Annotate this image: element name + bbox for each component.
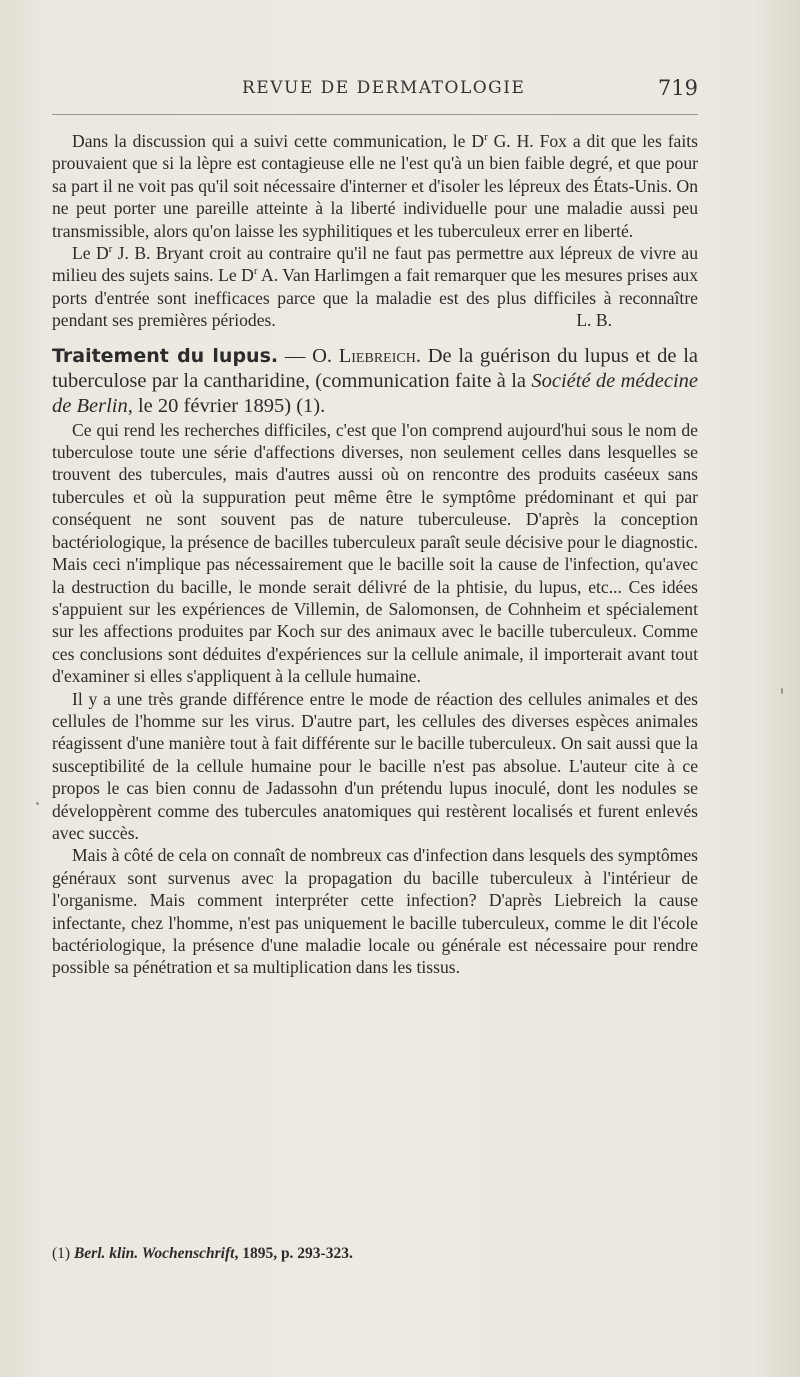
header-rule — [52, 114, 698, 115]
page-number: 719 — [657, 76, 698, 100]
section-author: Liebreich — [338, 344, 416, 367]
society-name: Société de médecine de Berlin — [52, 369, 698, 417]
paragraph-bryant-opinion: Le $D^r$ J. B. Bryant croit au contraire qu'il ne faut pas permettre aux lépreux de vivre au milieu des sujets sains. Le $D^r$ A. Van Harlimgen a fait remarquer que les mesures prises aux ports d'entrée sont inefficaces parce que la maladie est des plus difficiles à reconnaître pendant ses premières périodes. L. B. — [52, 243, 698, 331]
page-header — [52, 76, 698, 104]
section-heading: Traitement du lupus. — O. Liebreich. De la guérison du lupus et de la tuberculose par la cantharidine, (communication faite à la Société de médecine de Berlin, le 20 février 1895) (1). — [52, 344, 698, 417]
paragraph-tuberculosis-definition: Ce qui rend les recherches difficiles, c'est que l'on comprend aujourd'hui sous le nom de tuberculose toute une série d'affections diverses, non seulement celles dans lesquelles se trouvent des tubercules, mais d'autres aussi où on rencontre des produits caséeux sans tubercules et où la suppuration peut même être le symptôme prédominant et qui par conséquent ne sont souvent pas de nature tuberculeuse. D'après la conception bactériologique, la présence de bacilles tuberculeux paraît seule décisive pour le diagnostic. Mais ceci n'implique pas nécessairement que le bacille soit la cause de l'infection, qu'avec la destruction du bacille, le monde serait délivré de la phtisie, du lupus, etc... Ces idées s'appuient sur les expériences de Villemin, de Salomonsen, de Cohnheim et spécialement sur les affections produites par Koch sur des animaux avec le bacille tuberculeux. Comme ces conclusions sont déduites d'expériences sur la cellule animale, il importerait avant tout d'examiner si elles s'appliquent à la cellule humaine. — [52, 419, 698, 687]
section-spacer — [52, 332, 698, 344]
paragraph-infection-cause: Mais à côté de cela on connaît de nombreux cas d'infection dans lesquels des symptômes généraux sont survenus avec la propagation du bacille tuberculeux à l'intérieur de l'organisme. Mais comment interpréter cette infection? D'après Liebreich la cause infectante, chez l'homme, n'est pas uniquement le bacille tuberculeux, comme le dit l'école bactériologique, la présence d'une maladie locale ou générale est nécessaire pour rendre possible sa pénétration et sa multiplication dans les tissus. — [52, 845, 698, 978]
footnote-journal: Berl. klin. Wochenschrift — [73, 1245, 235, 1262]
paragraph-cell-reaction: Il y a une très grande différence entre le mode de réaction des cellules animales et des cellules de l'homme sur les virus. D'autre part, les cellules des diverses espèces animales réagissent d'une manière tout à fait différente sur le bacille tuberculeux. On sait aussi que la susceptibilité de la cellule humaine pour le bacille n'est pas absolue. L'auteur cite à ce propos le cas bien connu de Jadassohn d'un prétendu lupus inoculé, dont les nodules se développèrent comme des tubercules anatomiques qui restèrent localisés et furent enlevés avec succès. — [52, 688, 698, 843]
footnote-reference: , 1895, p. 293-323. — [234, 1245, 353, 1262]
paper-speck — [36, 802, 39, 805]
paragraph-fox-discussion: Dans la discussion qui a suivi cette communication, le $D^r$ G. H. Fox a dit que les faits prouvaient que si la lèpre est contagieuse elle ne l'est qu'à un bien faible degré, et que pour sa part il ne voit pas qu'il soit nécessaire d'interner et d'isoler les lépreux des États-Unis. On ne peut porter une pareille atteinte à la liberté individuelle pour une maladie aussi peu transmissible, alors qu'on laisse les syphilitiques et les tuberculeux errer en liberté. — [52, 131, 698, 241]
author-signature: L. B. — [576, 310, 612, 331]
article-body — [52, 130, 698, 979]
footnote — [52, 1245, 698, 1263]
footnote-marker: (1) — [52, 1245, 74, 1262]
paper-speck — [781, 688, 783, 694]
section-title: Traitement du lupus. — [52, 344, 279, 367]
running-title: REVUE DE DERMATOLOGIE — [242, 78, 526, 98]
